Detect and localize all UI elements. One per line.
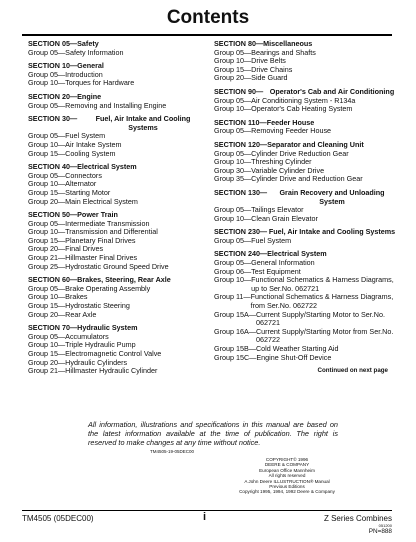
group-number: Group 20— <box>28 309 66 319</box>
group-title: Triple Hydraulic Pump <box>65 340 136 350</box>
toc-group-entry <box>28 49 204 58</box>
toc-section <box>214 88 396 114</box>
footer-date-code: 051200 <box>378 523 392 528</box>
page-title: Contents <box>166 7 250 28</box>
section-number: SECTION 120— <box>214 139 268 149</box>
section-number: SECTION 70— <box>28 323 78 333</box>
group-title: Functional Schematics & Harness Diagrams, up to Ser.No. 062721 <box>251 275 394 293</box>
group-number: Group 20— <box>28 357 66 367</box>
group-title: Functional Schematics & Harness Diagrams, from Ser.No. 062722 <box>250 292 394 311</box>
group-number: Group 05— <box>214 258 252 268</box>
section-number: SECTION 130— <box>214 187 268 197</box>
group-number: Group 21— <box>28 366 66 376</box>
group-number: Group 05— <box>28 170 66 180</box>
group-number: Group 05— <box>214 235 252 245</box>
group-number: Group 30— <box>214 165 252 175</box>
group-title: Drive Chains <box>251 64 293 74</box>
section-name: Safety <box>77 39 99 48</box>
toc-group-entry <box>214 105 396 114</box>
toc-section <box>214 141 396 184</box>
group-number: Group 10— <box>28 78 66 88</box>
section-name: Electrical System <box>77 162 137 172</box>
group-number: Group 11— <box>214 292 251 302</box>
group-title: Electromagnetic Control Valve <box>65 349 162 358</box>
group-title: Engine Shut-Off Device <box>256 352 332 362</box>
copyright-line: Previous Editions <box>269 484 305 490</box>
section-name: Operator's Cab and Air Conditioning <box>269 86 395 96</box>
group-number: Group 20— <box>28 196 66 206</box>
group-title: Rear Axle <box>65 309 97 319</box>
copyright-line: A John Deere ILLUSTRUCTION® Manual <box>244 478 330 484</box>
copyright-line: All rights reserved <box>268 473 306 479</box>
group-title: Connectors <box>65 170 102 180</box>
section-number: SECTION 240— <box>214 249 268 259</box>
section-name: Hydraulic System <box>77 323 138 333</box>
toc-section <box>214 250 396 362</box>
group-number: Group 15A— <box>214 309 256 319</box>
section-number: SECTION 20— <box>28 91 78 101</box>
group-number: Group 05— <box>214 148 252 158</box>
group-title: Accumulators <box>65 331 109 341</box>
group-title: Hydrostatic Steering <box>65 301 130 311</box>
group-number: Group 20— <box>28 244 66 254</box>
group-title: Fuel System <box>251 235 292 245</box>
group-title: Current Supply/Starting Motor from Ser.No. 062722 <box>255 326 394 345</box>
group-title: Hillmaster Final Drives <box>65 253 138 263</box>
group-number: Group 05— <box>28 283 66 293</box>
group-number: Group 10— <box>214 157 252 167</box>
group-title: Cooling System <box>65 148 116 158</box>
group-title: Cylinder Drive and Reduction Gear <box>251 174 363 184</box>
toc-group-entry <box>28 367 204 376</box>
section-name: Fuel, Air Intake and Cooling Systems <box>95 114 191 132</box>
toc-group-entry <box>214 127 396 136</box>
section-name: Fuel, Air Intake and Cooling Systems <box>268 227 396 237</box>
group-number: Group 15— <box>28 301 66 311</box>
group-title: Test Equipment <box>251 266 301 276</box>
footer-product-name: Z Series Combines <box>323 514 392 523</box>
copyright-block <box>222 457 352 495</box>
group-title: Alternator <box>65 179 97 189</box>
group-title: Tailings Elevator <box>251 205 304 215</box>
notice-text: All information, illustrations and specifications in this manual are based on the latest information available at the time of publication. The right is reserved to make changes at any time without notice. <box>88 420 338 447</box>
toc-section <box>28 276 204 319</box>
group-title: Threshing Cylinder <box>251 157 312 167</box>
section-name: Feeder House <box>266 117 315 127</box>
footer-manual-number: TM4505 (05DEC00) <box>22 514 94 523</box>
group-title: Current Supply/Starting Motor to Ser.No. 062721 <box>255 309 385 328</box>
group-number: Group 15— <box>28 148 66 158</box>
group-number: Group 10— <box>214 275 252 285</box>
group-title: Starting Motor <box>65 187 111 197</box>
group-number: Group 10— <box>214 104 252 114</box>
toc-group-entry <box>28 198 204 207</box>
group-title: Variable Cylinder Drive <box>251 165 325 175</box>
section-number: SECTION 50— <box>28 210 78 220</box>
group-number: Group 10— <box>28 292 66 302</box>
toc-group-entry <box>28 102 204 111</box>
footer-page-code: PN=888 <box>368 528 392 535</box>
toc-group-entry <box>214 328 396 345</box>
group-number: Group 05— <box>214 95 252 105</box>
group-title: Removing and Installing Engine <box>65 100 167 110</box>
toc-group-entry <box>28 311 204 320</box>
copyright-line: Copyright 1995, 1994, 1992 Deere & Company <box>239 489 335 495</box>
toc-section <box>214 189 396 223</box>
group-number: Group 05— <box>28 100 66 110</box>
group-title: Fuel System <box>65 131 106 141</box>
group-number: Group 05— <box>28 131 66 141</box>
group-number: Group 05— <box>214 126 252 136</box>
group-number: Group 06— <box>214 266 252 276</box>
toc-group-entry <box>214 276 396 293</box>
group-title: Operator's Cab Heating System <box>251 104 353 114</box>
toc-section <box>214 40 396 83</box>
section-number: SECTION 60— <box>28 275 78 285</box>
toc-group-entry <box>214 293 396 310</box>
group-number: Group 05— <box>28 47 66 57</box>
toc-section <box>214 119 396 136</box>
toc-section <box>28 115 204 158</box>
section-number: SECTION 80— <box>214 39 264 48</box>
toc-section <box>214 228 396 245</box>
group-title: Bearings and Shafts <box>251 47 316 57</box>
section-heading <box>28 115 204 132</box>
group-number: Group 15— <box>214 64 252 74</box>
group-number: Group 15B— <box>214 344 256 353</box>
group-number: Group 20— <box>214 73 252 83</box>
group-title: General Information <box>251 258 315 268</box>
group-number: Group 10— <box>28 340 66 350</box>
group-number: Group 15— <box>28 349 66 358</box>
section-number: SECTION 10— <box>28 61 78 71</box>
contents-left-column <box>28 40 204 381</box>
group-number: Group 10— <box>28 139 66 149</box>
toc-section <box>28 40 204 57</box>
section-number: SECTION 110— <box>214 117 267 127</box>
section-name: Miscellaneous <box>263 39 313 48</box>
toc-group-entry <box>214 311 396 328</box>
section-heading <box>214 189 396 206</box>
group-title: Cold Weather Starting Aid <box>255 344 339 353</box>
group-title: Clean Grain Elevator <box>251 213 318 223</box>
group-number: Group 05— <box>28 218 66 228</box>
toc-section <box>28 211 204 271</box>
group-title: Hydraulic Cylinders <box>65 357 128 367</box>
copyright-line: COPYRIGHT© 1996 <box>265 457 309 462</box>
toc-section <box>28 324 204 376</box>
footer-rule <box>22 510 392 511</box>
group-number: Group 10— <box>28 227 66 237</box>
section-number: SECTION 05— <box>28 39 78 48</box>
group-title: Intermediate Transmission <box>65 218 150 228</box>
group-title: Hillmaster Hydraulic Cylinder <box>65 366 158 376</box>
toc-group-entry <box>28 150 204 159</box>
group-title: Drive Belts <box>251 56 286 66</box>
toc-group-entry <box>214 354 396 363</box>
group-title: Removing Feeder House <box>251 126 332 136</box>
section-number: SECTION 230— <box>214 227 268 237</box>
toc-section <box>28 163 204 206</box>
group-number: Group 05— <box>28 331 66 341</box>
section-name: Electrical System <box>267 249 327 259</box>
toc-group-entry <box>214 175 396 184</box>
group-title: Air Intake System <box>65 139 122 149</box>
group-number: Group 15C— <box>214 352 257 362</box>
group-title: Introduction <box>65 69 103 79</box>
section-name: General <box>77 61 104 71</box>
top-rule <box>22 34 392 36</box>
toc-group-entry <box>214 237 396 246</box>
toc-group-entry <box>28 79 204 88</box>
group-number: Group 10— <box>28 179 66 189</box>
section-name: Brakes, Steering, Rear Axle <box>77 275 171 285</box>
group-title: Safety Information <box>65 47 124 57</box>
group-title: Air Conditioning System - R134a <box>251 95 356 105</box>
group-number: Group 25— <box>28 261 66 271</box>
group-number: Group 21— <box>28 253 66 263</box>
toc-group-entry <box>214 74 396 83</box>
footer-page-number: i <box>203 511 207 523</box>
toc-section <box>28 62 204 88</box>
group-number: Group 10— <box>214 213 252 223</box>
group-title: Final Drives <box>65 244 104 254</box>
group-number: Group 35— <box>214 174 252 184</box>
document-code: TM4505-19-05DEC00 <box>150 449 195 454</box>
group-number: Group 16A— <box>214 326 256 336</box>
group-title: Cylinder Drive Reduction Gear <box>251 148 349 158</box>
group-title: Brake Operating Assembly <box>65 283 151 293</box>
group-number: Group 05— <box>214 205 252 215</box>
copyright-line: European Office Mannheim <box>259 467 315 473</box>
section-name: Power Train <box>77 210 118 220</box>
group-title: Hydrostatic Ground Speed Drive <box>65 261 169 271</box>
group-number: Group 05— <box>28 69 66 79</box>
group-title: Torques for Hardware <box>65 78 135 88</box>
group-title: Brakes <box>65 292 88 302</box>
group-number: Group 15— <box>28 187 66 197</box>
group-number: Group 10— <box>214 56 252 66</box>
section-name: Grain Recovery and Unloading System <box>279 187 385 206</box>
section-name: Separator and Cleaning Unit <box>267 139 364 149</box>
section-name: Engine <box>77 91 102 101</box>
toc-group-entry <box>28 263 204 272</box>
section-number: SECTION 40— <box>28 162 78 172</box>
group-title: Transmission and Differential <box>65 227 158 237</box>
group-number: Group 15— <box>28 235 66 245</box>
toc-section <box>28 93 204 110</box>
section-number: SECTION 30— <box>28 114 78 124</box>
contents-right-column <box>214 40 396 376</box>
copyright-line: DEERE & COMPANY <box>264 462 310 468</box>
continued-note: Continued on next page <box>317 367 388 375</box>
group-title: Planetary Final Drives <box>65 235 136 245</box>
group-number: Group 05— <box>214 47 252 57</box>
group-title: Side Guard <box>251 73 288 83</box>
toc-group-entry <box>214 215 396 224</box>
section-number: SECTION 90— <box>214 86 264 96</box>
group-title: Main Electrical System <box>65 196 138 206</box>
